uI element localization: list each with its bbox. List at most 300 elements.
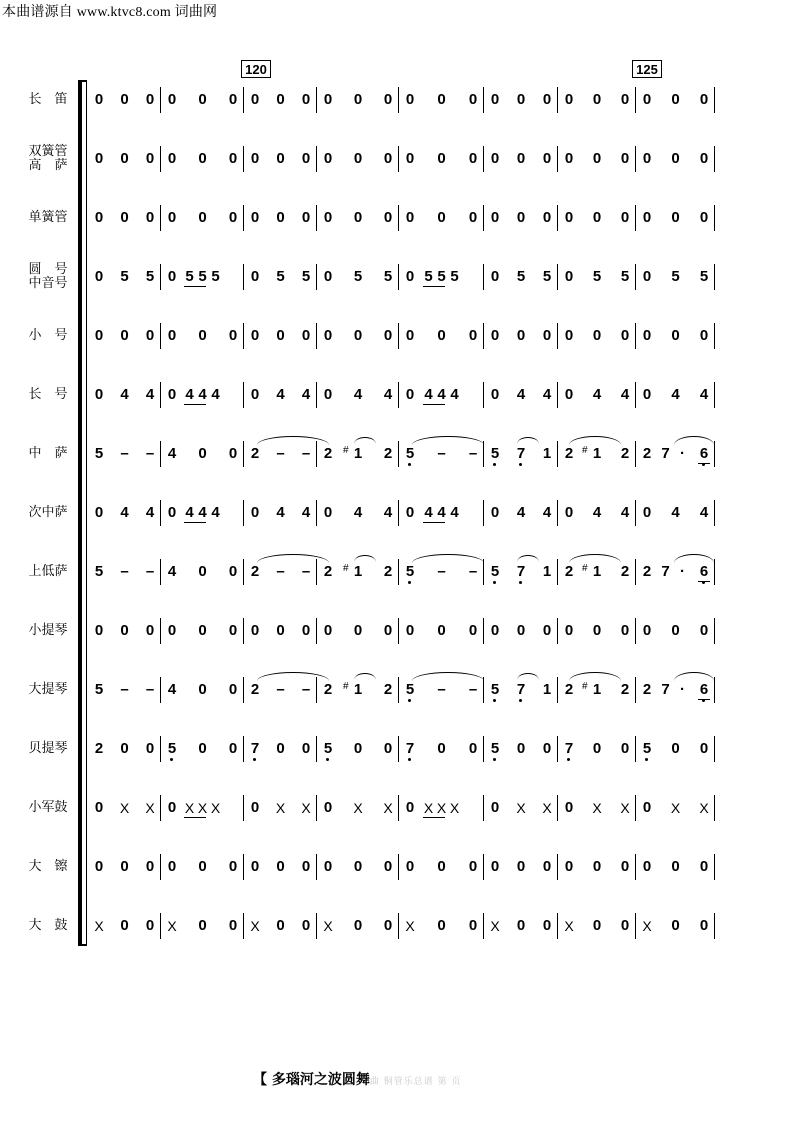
- note: 0: [564, 799, 574, 816]
- note: 0: [516, 209, 526, 226]
- note: 0: [516, 622, 526, 639]
- note: 0: [276, 622, 285, 639]
- slur: [517, 673, 539, 680]
- note: 0: [516, 327, 526, 344]
- barline: [714, 87, 715, 113]
- note: 0: [94, 622, 104, 639]
- note: 0: [145, 622, 155, 639]
- slur: [674, 554, 714, 563]
- note: 5: [94, 445, 104, 462]
- note: 0: [671, 858, 680, 875]
- footer-title: [253, 1069, 461, 1089]
- note: 0: [228, 209, 238, 226]
- instrument-label-line: 大提琴: [28, 682, 68, 697]
- note: 2: [564, 681, 574, 698]
- barline: [243, 205, 244, 231]
- note: 0: [383, 858, 393, 875]
- note: 0: [120, 622, 129, 639]
- instrument-label: [18, 211, 78, 225]
- barline: [243, 795, 244, 821]
- note: 0: [120, 740, 129, 757]
- note: 2: [323, 563, 333, 580]
- instrument-label: [18, 506, 78, 520]
- note: 5: [276, 268, 285, 285]
- slur: [517, 437, 539, 444]
- note: 0: [383, 327, 393, 344]
- note: 0: [250, 268, 260, 285]
- note: 0: [437, 150, 446, 167]
- barline: [557, 677, 558, 703]
- barline: [398, 441, 399, 467]
- lower-octave-dot: [567, 758, 570, 761]
- slur: [674, 672, 714, 681]
- note: 5: [185, 268, 194, 285]
- barline: [557, 264, 558, 290]
- note: 0: [542, 91, 552, 108]
- note: 0: [353, 209, 363, 226]
- note: 0: [405, 91, 415, 108]
- note: 0: [564, 858, 574, 875]
- barline: [316, 323, 317, 349]
- instrument-label-line: 贝提琴: [28, 741, 68, 756]
- note: 5: [165, 740, 179, 758]
- note: 0: [167, 386, 177, 403]
- note: 0: [490, 327, 500, 344]
- note: 0: [699, 91, 709, 108]
- barline: [483, 913, 484, 939]
- note: 0: [642, 209, 652, 226]
- barline: [243, 677, 244, 703]
- barline: [316, 500, 317, 526]
- barline: [714, 441, 715, 467]
- lower-octave-dot: [408, 758, 411, 761]
- note: 2: [620, 681, 630, 698]
- barline: [714, 205, 715, 231]
- note: 2: [642, 563, 652, 580]
- note: 0: [542, 209, 552, 226]
- lower-octave-dot: [326, 758, 329, 761]
- note: 4: [620, 386, 630, 403]
- note: 1: [542, 563, 552, 580]
- note: 0: [468, 209, 478, 226]
- instrument-label-line: 小 号: [28, 328, 68, 343]
- note: –: [301, 563, 311, 580]
- note: 0: [198, 445, 207, 462]
- note: 0: [145, 150, 155, 167]
- barline: [714, 618, 715, 644]
- note: 0: [592, 150, 602, 167]
- note: 5: [403, 681, 417, 699]
- barline: [160, 264, 161, 290]
- note: 4: [671, 386, 680, 403]
- note: 0: [167, 622, 177, 639]
- note: 0: [620, 91, 630, 108]
- barline: [160, 618, 161, 644]
- instrument-label-line: 圆 号: [28, 262, 68, 277]
- barline: [483, 382, 484, 408]
- note: 0: [468, 150, 478, 167]
- note: 0: [198, 917, 207, 934]
- note: 7: [514, 563, 528, 581]
- barline: [557, 913, 558, 939]
- slur: [569, 436, 621, 445]
- lower-octave-dot: [493, 699, 496, 702]
- note: X: [670, 800, 681, 816]
- note: 5: [699, 268, 709, 285]
- note: 4: [167, 563, 177, 580]
- note: 0: [383, 740, 393, 757]
- note: 0: [592, 740, 602, 757]
- note: 0: [383, 622, 393, 639]
- note: 0: [301, 622, 311, 639]
- note: 0: [198, 858, 207, 875]
- note: 0: [699, 917, 709, 934]
- note: 0: [198, 563, 207, 580]
- note: 0: [250, 799, 260, 816]
- note: 4: [198, 386, 207, 403]
- note: 0: [167, 150, 177, 167]
- barline: [243, 264, 244, 290]
- note: 0: [167, 327, 177, 344]
- note: X: [301, 800, 311, 816]
- slur: [257, 672, 329, 681]
- note: 5: [403, 445, 417, 463]
- barline: [557, 87, 558, 113]
- barline: [243, 736, 244, 762]
- note: 0: [167, 209, 177, 226]
- note: 0: [699, 740, 709, 757]
- instrument-label-line: 大 鼓: [28, 918, 68, 933]
- note: 0: [516, 740, 526, 757]
- note: 0: [564, 150, 574, 167]
- note: 0: [490, 858, 500, 875]
- note: 0: [198, 327, 207, 344]
- note: –: [276, 445, 285, 462]
- note: 4: [671, 504, 680, 521]
- sharp-sign: #: [343, 445, 349, 456]
- note: 0: [301, 91, 311, 108]
- note: 0: [228, 740, 238, 757]
- note: 0: [699, 622, 709, 639]
- barline: [398, 913, 399, 939]
- note: 0: [353, 622, 363, 639]
- barline: [243, 854, 244, 880]
- note: X: [210, 800, 221, 816]
- note: 0: [301, 150, 311, 167]
- barline: [243, 323, 244, 349]
- footer-title-text: 【 多瑙河之波圆舞: [253, 1072, 370, 1088]
- note: 2: [620, 445, 630, 462]
- note: 0: [94, 327, 104, 344]
- note: 5: [94, 563, 104, 580]
- note: 0: [564, 386, 574, 403]
- note: 5: [120, 268, 129, 285]
- barline: [483, 146, 484, 172]
- barline: [635, 736, 636, 762]
- barline: [714, 559, 715, 585]
- note: 0: [437, 209, 446, 226]
- instrument-label: [18, 919, 78, 933]
- note: 0: [301, 740, 311, 757]
- note: 0: [592, 327, 602, 344]
- footer-faded-text: 曲 铜管乐总谱 第 页: [369, 1077, 462, 1087]
- barline: [483, 795, 484, 821]
- note: X: [167, 918, 177, 934]
- note: –: [276, 563, 285, 580]
- barline: [557, 618, 558, 644]
- instrument-label: [18, 801, 78, 815]
- barline: [714, 854, 715, 880]
- note: 5: [450, 268, 459, 285]
- note: 0: [276, 91, 285, 108]
- note: 5: [592, 268, 602, 285]
- note: 4: [620, 504, 630, 521]
- note: 0: [323, 327, 333, 344]
- note: 4: [450, 386, 459, 403]
- note: 0: [120, 209, 129, 226]
- note: 0: [592, 91, 602, 108]
- note: X: [592, 800, 602, 816]
- note: 0: [301, 917, 311, 934]
- barline: [160, 323, 161, 349]
- barline: [243, 559, 244, 585]
- note: 4: [167, 681, 177, 698]
- note: 0: [642, 858, 652, 875]
- note: 2: [323, 445, 333, 462]
- beam-underline: [184, 404, 206, 405]
- barline: [398, 205, 399, 231]
- note: 4: [301, 386, 311, 403]
- barline: [398, 146, 399, 172]
- note: 1 #: [351, 563, 365, 581]
- note: 7: [403, 740, 417, 758]
- note: –: [145, 681, 155, 698]
- note: –: [120, 445, 129, 462]
- note: 2: [620, 563, 630, 580]
- barline: [160, 559, 161, 585]
- note: 0: [250, 858, 260, 875]
- note: –: [468, 563, 478, 580]
- barline: [316, 382, 317, 408]
- note: 0: [250, 504, 260, 521]
- note: 0: [542, 858, 552, 875]
- barline: [483, 264, 484, 290]
- note: 0: [405, 209, 415, 226]
- barline: [160, 913, 161, 939]
- note: 0: [276, 858, 285, 875]
- system-barline: [86, 80, 87, 946]
- note: 2: [383, 563, 393, 580]
- note: 2: [564, 445, 574, 462]
- note: 0: [516, 150, 526, 167]
- note: 0: [490, 91, 500, 108]
- note: 0: [120, 91, 129, 108]
- note: 0: [94, 209, 104, 226]
- note: –: [120, 681, 129, 698]
- note: 5: [198, 268, 207, 285]
- note: 0: [699, 858, 709, 875]
- note: 4: [301, 504, 311, 521]
- barline: [557, 559, 558, 585]
- note: 0: [437, 91, 446, 108]
- barline: [714, 795, 715, 821]
- beam-underline: [184, 522, 206, 523]
- note: X: [516, 800, 526, 816]
- beam-underline: [698, 699, 710, 700]
- note: 0: [642, 150, 652, 167]
- instrument-label-line: 中 萨: [28, 446, 68, 461]
- note: 0: [145, 917, 155, 934]
- note: 0: [94, 504, 104, 521]
- barline: [316, 913, 317, 939]
- note: 5: [488, 740, 502, 758]
- note: 0: [405, 799, 415, 816]
- note: X: [94, 918, 104, 934]
- note: 0: [620, 622, 630, 639]
- note: 0: [323, 858, 333, 875]
- note: 0: [405, 150, 415, 167]
- barline: [398, 559, 399, 585]
- note: X: [323, 918, 333, 934]
- barline: [557, 500, 558, 526]
- slur: [517, 555, 539, 562]
- note: 0: [167, 268, 177, 285]
- note: 0: [198, 740, 207, 757]
- barline: [635, 323, 636, 349]
- note: 7: [514, 445, 528, 463]
- slur: [412, 672, 484, 681]
- instrument-label: [18, 860, 78, 874]
- note: X: [436, 800, 447, 816]
- note: 0: [94, 91, 104, 108]
- barline: [160, 500, 161, 526]
- note: 2: [323, 681, 333, 698]
- note: 0: [198, 91, 207, 108]
- barline: [483, 854, 484, 880]
- note: 0: [250, 386, 260, 403]
- note: 5: [488, 445, 502, 463]
- note: 0: [276, 209, 285, 226]
- barline: [316, 146, 317, 172]
- slur: [569, 554, 621, 563]
- note: –: [468, 681, 478, 698]
- slur: [412, 436, 484, 445]
- barline: [398, 87, 399, 113]
- note: 0: [542, 622, 552, 639]
- note: 1 #: [351, 445, 365, 463]
- note: 0: [120, 327, 129, 344]
- beam-underline: [423, 286, 445, 287]
- barline: [398, 382, 399, 408]
- note: 4: [437, 504, 446, 521]
- note: 0: [620, 327, 630, 344]
- barline: [714, 146, 715, 172]
- instrument-label-line: 上低萨: [28, 564, 68, 579]
- instrument-label-line: 高 萨: [28, 158, 68, 173]
- barline: [160, 441, 161, 467]
- note: 4: [592, 386, 602, 403]
- barline: [316, 795, 317, 821]
- note: 0: [490, 150, 500, 167]
- note: 5: [211, 268, 220, 285]
- dot-augmentation: ·: [680, 445, 685, 462]
- note: –: [120, 563, 129, 580]
- note: 0: [323, 386, 333, 403]
- note: 0: [276, 327, 285, 344]
- note: X: [383, 800, 393, 816]
- note: 5: [145, 268, 155, 285]
- lower-octave-dot: [519, 463, 522, 466]
- slur: [674, 436, 714, 445]
- note: 0: [198, 209, 207, 226]
- note: 0: [699, 327, 709, 344]
- note: 0: [145, 209, 155, 226]
- note: 0: [542, 740, 552, 757]
- note: X: [423, 800, 434, 816]
- note: 0: [437, 622, 446, 639]
- barline: [635, 205, 636, 231]
- barline: [243, 441, 244, 467]
- instrument-label: [18, 388, 78, 402]
- note: 5: [353, 268, 363, 285]
- note: 0: [323, 799, 333, 816]
- note: 0: [250, 327, 260, 344]
- barline: [635, 677, 636, 703]
- note: 0: [145, 740, 155, 757]
- note: 4: [185, 386, 194, 403]
- note: 0: [671, 150, 680, 167]
- barline: [398, 677, 399, 703]
- note: X: [119, 800, 130, 816]
- note: 0: [468, 917, 478, 934]
- note: 0: [167, 91, 177, 108]
- dot-augmentation: ·: [680, 681, 685, 698]
- note: 0: [250, 622, 260, 639]
- barline: [316, 205, 317, 231]
- barline: [316, 854, 317, 880]
- beam-underline: [698, 463, 710, 464]
- barline: [243, 913, 244, 939]
- barline: [714, 736, 715, 762]
- instrument-label-line: 双簧管: [28, 144, 68, 159]
- note: 4: [167, 445, 177, 462]
- note: 5: [383, 268, 393, 285]
- note: 0: [490, 799, 500, 816]
- barline: [398, 795, 399, 821]
- slur: [354, 673, 376, 680]
- note: 0: [250, 91, 260, 108]
- barline: [243, 500, 244, 526]
- note: 0: [468, 740, 478, 757]
- note: X: [353, 800, 363, 816]
- barline: [398, 736, 399, 762]
- lower-octave-dot: [170, 758, 173, 761]
- note: 0: [405, 386, 415, 403]
- note: 0: [468, 327, 478, 344]
- note: 0: [353, 150, 363, 167]
- note: 4: [145, 386, 155, 403]
- note: 0: [620, 917, 630, 934]
- note: 2: [383, 445, 393, 462]
- note: 7: [248, 740, 262, 758]
- note: 2: [250, 445, 260, 462]
- note: 0: [94, 268, 104, 285]
- rehearsal-mark-120: 120: [241, 60, 271, 78]
- note: 0: [228, 445, 238, 462]
- note: 4: [145, 504, 155, 521]
- note: 0: [198, 150, 207, 167]
- note: 0: [228, 150, 238, 167]
